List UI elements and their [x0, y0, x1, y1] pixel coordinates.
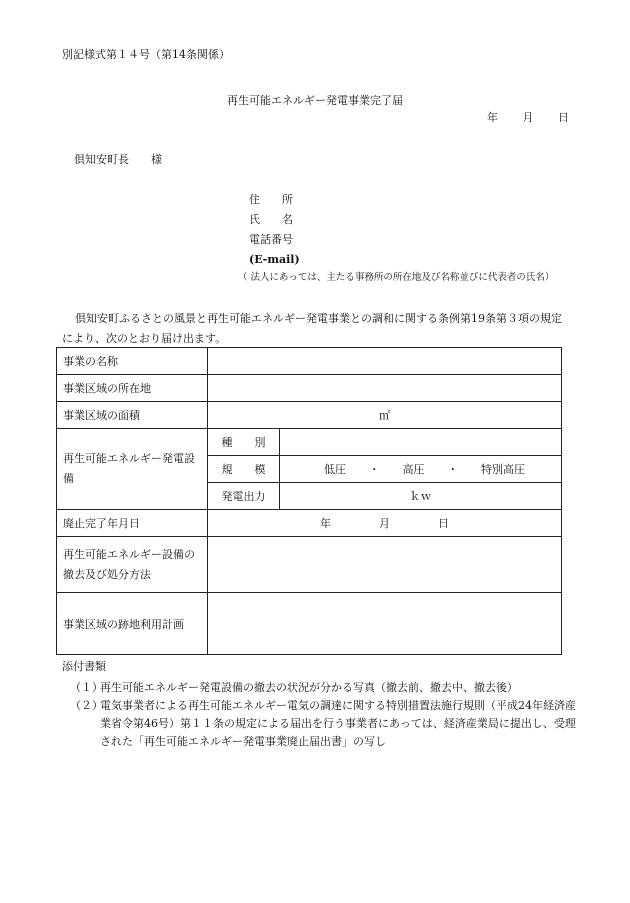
completion-day: 日 [438, 517, 449, 530]
project-location-label: 事業区域の所在地 [57, 375, 208, 402]
table-row [57, 429, 562, 456]
applicant-name-label: 氏 名 [249, 213, 293, 226]
land-use-plan-label: 事業区域の跡地利用計画 [57, 593, 208, 655]
output-label: 発電出力 [208, 483, 280, 510]
submission-date [487, 109, 569, 125]
completion-date-label: 廃止完了年月日 [57, 510, 208, 537]
scale-separator: ・ [368, 463, 380, 476]
document-title: 再生可能エネルギー発電事業完了届 [227, 94, 403, 107]
project-area-label: 事業区域の面積 [57, 402, 208, 429]
project-name-label: 事業の名称 [57, 348, 208, 375]
removal-method-field[interactable] [208, 537, 562, 593]
date-month: 月 [522, 111, 534, 124]
scale-field[interactable] [280, 456, 562, 483]
facility-label: 再生可能エネルギー発電設備 [57, 429, 208, 510]
attachment-text: 再生可能エネルギー発電設備の撤去の状況が分かる写真（撤去前、撤去中、撤去後） [100, 681, 518, 694]
removal-method-label: 再生可能エネルギー設備の撤去及び処分方法 [57, 537, 208, 593]
table-row [57, 375, 562, 402]
area-unit: ㎡ [379, 409, 390, 422]
attachment-number: （２） [70, 699, 103, 712]
list-item [70, 697, 580, 751]
form-table [56, 347, 562, 655]
attachment-text: 電気事業者による再生可能エネルギー電気の調達に関する特別措置法施行規則（平成24年経済産業省令第46号）第１１条の規定による届出を行う事業者にあっては、経済産業局に提出し、受理された「再生可能エネルギー発電事業廃止届出書」の写し [100, 699, 576, 748]
applicant-block [249, 190, 300, 270]
output-field[interactable] [280, 483, 562, 510]
attachments-title: 添付書類 [62, 660, 106, 673]
attachment-number: （１） [70, 681, 103, 694]
table-row [57, 537, 562, 593]
scale-option-high[interactable]: 高圧 [402, 463, 425, 476]
scale-separator: ・ [447, 463, 459, 476]
type-field[interactable] [280, 429, 562, 456]
form-number: 別記様式第１４号（第14条関係） [62, 48, 230, 61]
applicant-phone-label: 電話番号 [249, 233, 293, 246]
project-name-field[interactable] [208, 348, 562, 375]
scale-label: 規 模 [208, 456, 280, 483]
date-year: 年 [487, 111, 498, 124]
applicant-email-label: (E-mail) [249, 253, 300, 266]
applicant-note: （ 法人にあっては、主たる事務所の所在地及び名称並びに代表者の氏名） [238, 272, 555, 283]
scale-options [286, 461, 555, 477]
completion-date-parts [214, 515, 555, 531]
project-area-field[interactable] [208, 402, 562, 429]
table-row [57, 593, 562, 655]
completion-date-field[interactable] [208, 510, 562, 537]
intro-text: 倶知安町ふるさとの風景と再生可能エネルギー発電事業との調和に関する条例第19条第３項の規定により、次のとおり届け出ます。 [62, 312, 562, 345]
completion-month: 月 [379, 517, 390, 530]
output-unit: ｋｗ [409, 490, 432, 503]
project-location-field[interactable] [208, 375, 562, 402]
completion-year: 年 [320, 517, 331, 530]
table-row [57, 348, 562, 375]
addressee: 倶知安町長 様 [74, 153, 162, 166]
table-row [57, 402, 562, 429]
applicant-address-label: 住 所 [249, 193, 293, 206]
land-use-plan-field[interactable] [208, 593, 562, 655]
attachments-list [70, 679, 580, 751]
list-item [70, 679, 580, 697]
date-day: 日 [558, 111, 569, 124]
table-row [57, 510, 562, 537]
scale-option-low[interactable]: 低圧 [324, 463, 346, 476]
scale-option-extra-high[interactable]: 特別高圧 [481, 463, 525, 476]
type-label: 種 別 [208, 429, 280, 456]
